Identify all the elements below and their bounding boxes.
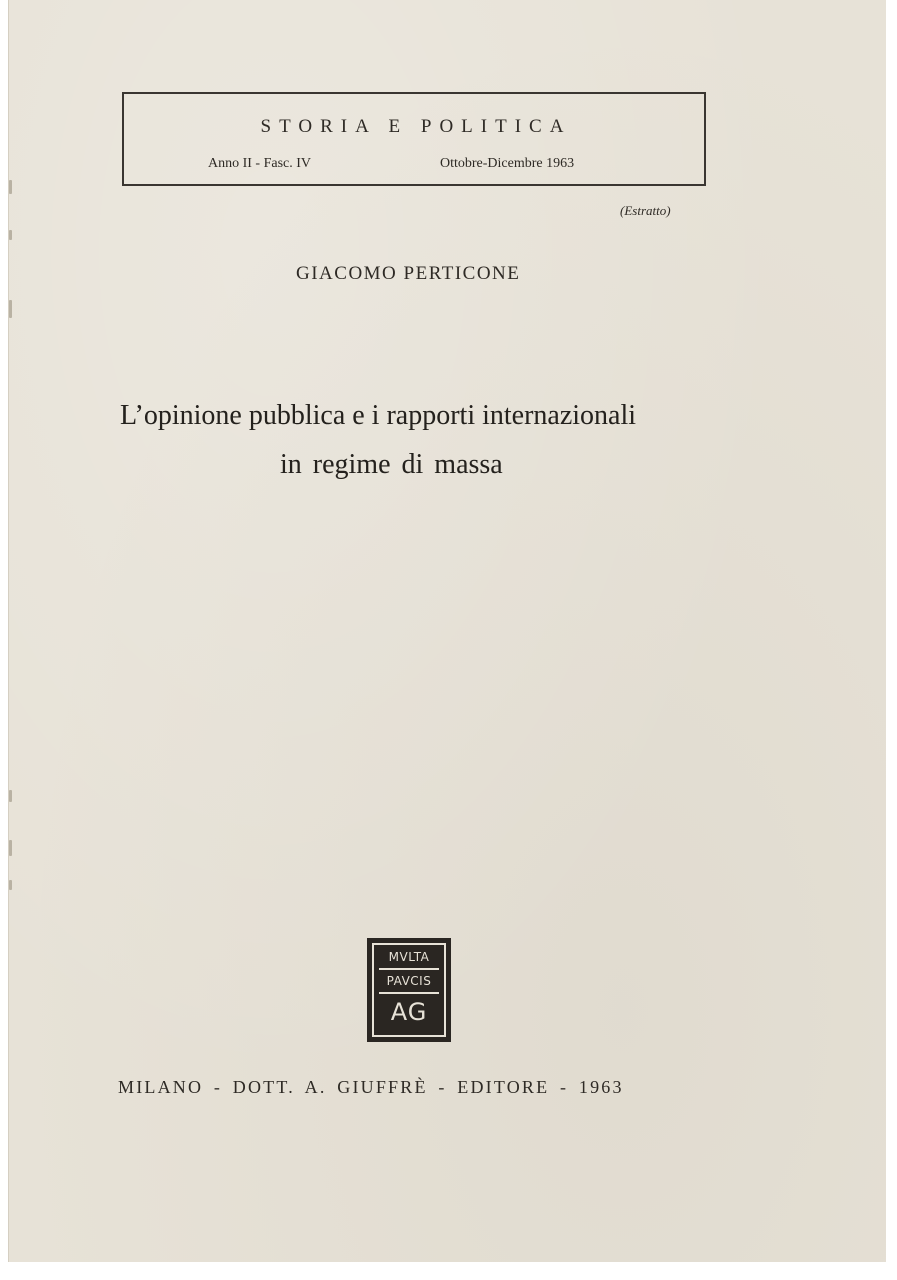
document-title-line-1: L’opinione pubblica e i rapporti internazionali [120,400,637,431]
logo-word-paucis: PAVCIS [386,974,432,988]
issue-date: Ottobre-Dicembre 1963 [440,156,575,171]
extract-note: (Estratto) [620,203,671,218]
publisher-logo-frame [372,943,446,1037]
journal-header-box [122,92,706,186]
logo-monogram: AG [390,998,428,1026]
publisher-imprint: MILANO - DOTT. A. GIUFFRÈ - EDITORE - 1963 [118,1077,624,1097]
journal-title: STORIA E POLITICA [260,116,572,137]
issue-number: Anno II - Fasc. IV [208,156,312,171]
logo-divider [379,968,439,970]
logo-divider [379,992,439,994]
binding-edge [8,0,14,1262]
document-title-line-2: in regime di massa [280,449,503,480]
author-name: GIACOMO PERTICONE [296,263,521,284]
publisher-logo [367,938,451,1042]
logo-word-multa: MVLTA [388,950,430,964]
document-page [8,0,886,1262]
